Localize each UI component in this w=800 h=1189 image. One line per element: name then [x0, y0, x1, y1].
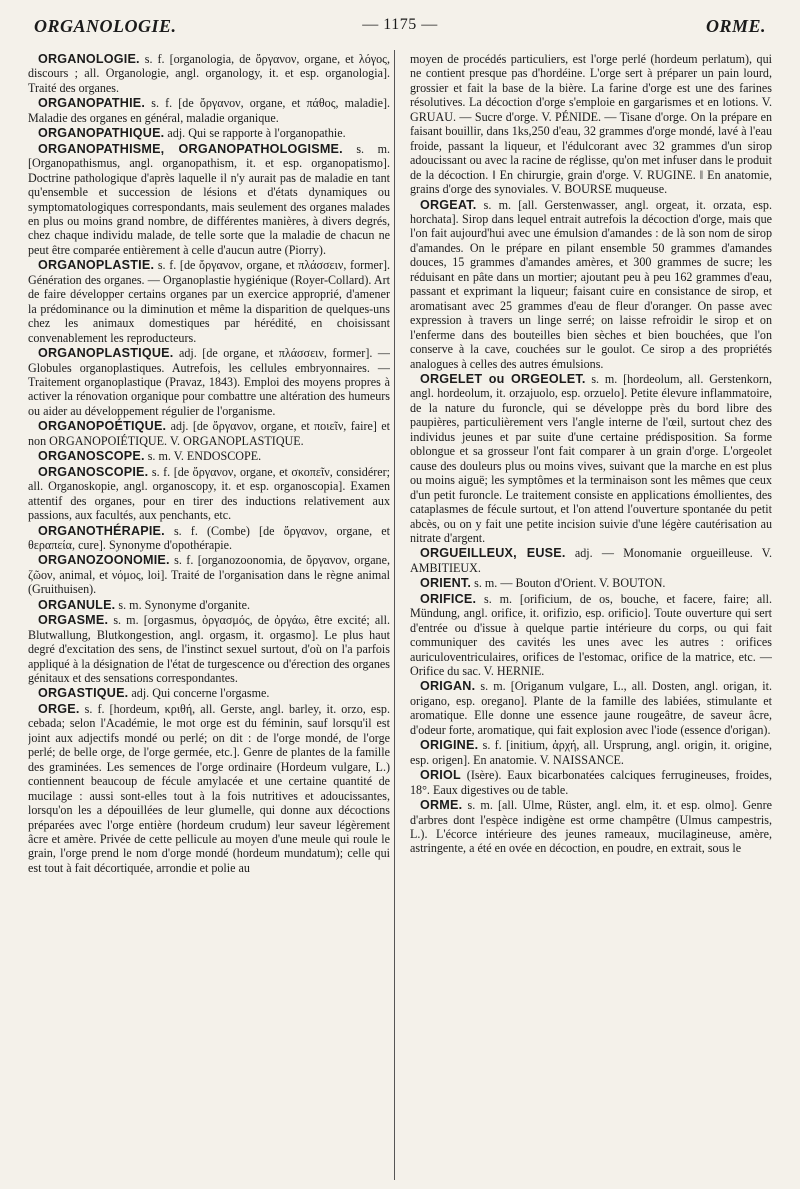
entry-definition: s. m. Synonyme d'organite.	[118, 597, 251, 612]
dictionary-entry	[410, 576, 772, 590]
dictionary-entry	[28, 258, 390, 345]
entry-definition: s. m. [all. Gerstenwasser, angl. orgeat, it. orzata, esp. horchata]. Sirop dans lequel entrait autrefois la décoction d'orge, mais que l'on fait aujourd'hui avec une émulsion d'amandes : de là son nom de sirop d'amandes. On le prépare en pilant ensemble 50 grammes d'amandes douces, 15 grammes d'amandes amères, et 300 grammes de sucre; les réduisant en pâte dans un mortier; ajoutant peu à peu 162 grammes d'eau, passant et exprimant la liqueur; faisant cuire en consistance de sirop, et aromatisant avec 25 grammes d'eau de fleur d'oranger. On passe avec expression à travers un linge serré; on laisse refroidir le sirop et on l'enferme dans des bouteilles bien sèches et bien bouchées, que l'on conserve à la cave, couchées sur le goulot. Ce sirop a des propriétés analogues à celles des autres émulsions.	[410, 197, 772, 371]
dictionary-entry	[410, 679, 772, 737]
entry-definition: s. f. [de ὄργανον, organe, et σκοπεῖν, considérer; all. Organoskopie, angl. organoscopy, it. et esp. organoscopia]. Examen attentif des organes, pour en tirer des inductions relativement aux passions, aux facultés, aux penchants, etc.	[28, 464, 390, 523]
entry-definition: s. f. [organologia, de ὄργανον, organe, et λόγος, discours ; all. Organologie, angl. organology, it. et esp. organologia]. Traité des organes.	[28, 52, 390, 95]
entry-definition: moyen de procédés particuliers, est l'orge perlé (hordeum perlatum), qui ne contient presque pas d'hordéine. L'orge sert à préparer un pain lourd, grossier et fait la base de la bière. La farine d'orge est une des farines résolutives. La décoction d'orge s'emploie en gargarismes et en lotions. V. GRUAU. — Sucre d'orge. V. PÉNIDE. — Tisane d'orge. On la prépare en faisant bouillir, dans 1ks,250 d'eau, 32 grammes d'orge mondé, lavé à l'eau froide, passant la liqueur, et l'édulcorant avec 32 grammes d'un sirop adoucissant ou avec la racine de réglisse, qu'on met infuser dans le produit de la décoction. ‖ En chirurgie, grain d'orge. V. RUGINE. ‖ En anatomie, grains d'orge des synoviales. V. BOURSE muqueuse.	[410, 52, 772, 197]
dictionary-entry	[28, 465, 390, 523]
dictionary-entry	[28, 686, 390, 700]
dictionary-entry	[28, 524, 390, 553]
page-header	[28, 12, 772, 40]
entry-definition: (Isère). Eaux bicarbonatées calciques ferrugineuses, froides, 18°. Eaux digestives ou de table.	[410, 768, 772, 797]
entry-definition: s. f. [organozoonomia, de ὄργανον, organe, ζῶον, animal, et νόμος, loi]. Traité de l'organisation dans le règne animal (Gruithuisen).	[28, 553, 390, 597]
running-head-right: ORME.	[705, 16, 766, 36]
entry-definition: s. f. [de ὄργανον, organe, et πάθος, maladie]. Maladie des organes en général, maladie organique.	[28, 96, 390, 125]
dictionary-entry	[28, 142, 390, 258]
dictionary-entry	[28, 702, 390, 875]
entry-headword: ORIOL	[420, 768, 461, 783]
dictionary-entry	[28, 553, 390, 596]
dictionary-entry	[410, 798, 772, 856]
entry-headword: ORGE.	[38, 701, 80, 716]
entry-definition: s. m. — Bouton d'Orient. V. BOUTON.	[474, 576, 666, 591]
page-number: — 1175 —	[362, 16, 438, 33]
entry-definition: s. m. [orificium, de os, bouche, et facere, faire; all. Mündung, angl. orifice, it. orifizio, esp. orificio]. Toute ouverture qui sert d'entrée ou d'issue à quelque partie intérieure du corps, ou qui fait communiquer des cavités les unes avec les autres : orifices auriculoventriculaires, orifices de l'estomac, orifice de la matrice, etc. — Orifice du sac. V. HERNIE.	[410, 591, 772, 679]
entry-definition: adj. [de ὄργανον, organe, et ποιεῖν, faire] et non ORGANOPOIÉTIQUE. V. ORGANOPLASTIQUE.	[28, 419, 390, 448]
entry-definition: s. f. (Combe) [de ὄργανον, organe, et θεραπεία, cure]. Synonyme d'opothérapie.	[28, 523, 390, 552]
entry-definition: s. m. [all. Ulme, Rüster, angl. elm, it. et esp. olmo]. Genre d'arbres dont l'espèce indigène est orme champêtre (Ulmus campestris, L.). L'écorce intérieure des jeunes rameaux, mucilagineuse, amère, astringente, a été en ovée en décoction, en poudre, en extrait, sous le	[410, 798, 772, 856]
entry-definition: adj. Qui se rapporte à l'organopathie.	[167, 126, 346, 141]
column-divider	[394, 50, 395, 1180]
entry-definition: s. f. [de ὄργανον, organe, et πλάσσειν, former]. Génération des organes. — Organoplastie hygiénique (Royer-Collard). Art de faire développer certains organes par un exercice approprié, d'amener la prédominance ou la diminution et même la disparition de quelques-uns chez les animaux domestiques par hérédité, en choisissant convenablement les reproducteurs.	[28, 258, 390, 345]
entry-headword: ORGANOZOONOMIE.	[38, 553, 170, 568]
entry-definition: s. f. [initium, ἀρχή, all. Ursprung, angl. origin, it. origine, esp. origen]. En anatomie. V. NAISSANCE.	[410, 738, 772, 767]
entry-headword: ORGANOSCOPIE.	[38, 464, 149, 479]
entry-headword: ORIGAN.	[420, 679, 476, 694]
dictionary-entry	[410, 592, 772, 679]
entry-headword: ORGANOPATHIQUE.	[38, 126, 165, 141]
entry-definition: adj. [de organe, et πλάσσειν, former]. — Globules organoplastiques. Autrefois, les cellules embryonnaires. — Traitement organoplastique (Pravaz, 1843). Emploi des moyens propres à activer la rénovation organique pour combattre une altération des humeurs ou aider au développement régulier de l'organisme.	[28, 346, 390, 418]
dictionary-entry	[28, 96, 390, 125]
left-column	[28, 52, 390, 1180]
dictionary-entry	[28, 52, 390, 95]
entry-headword: ORGANOSCOPE.	[38, 449, 145, 464]
dictionary-entry	[410, 198, 772, 371]
entry-headword: ORGELET ou ORGEOLET.	[420, 371, 586, 386]
dictionary-entry	[28, 613, 390, 685]
right-column	[410, 52, 772, 1180]
dictionary-entry	[410, 738, 772, 767]
entry-headword: ORGANOPATHIE.	[38, 96, 146, 111]
dictionary-entry	[28, 126, 390, 140]
entry-headword: ORGANOPOÉTIQUE.	[38, 419, 167, 434]
entry-headword: ORGANOPLASTIE.	[38, 258, 155, 273]
dictionary-entry	[28, 346, 390, 418]
entry-headword: ORIGINE.	[420, 738, 479, 753]
entry-headword: ORGANOPLASTIQUE.	[38, 346, 174, 361]
dictionary-entry	[28, 419, 390, 448]
dictionary-entry	[410, 768, 772, 797]
entry-headword: ORGANOLOGIE.	[38, 52, 140, 66]
entry-definition: adj. — Monomanie orgueilleuse. V. AMBITIEUX.	[410, 546, 772, 575]
entry-definition: s. f. [hordeum, κριθή, all. Gerste, angl. barley, it. orzo, esp. cebada; selon l'Académie, le mot orge est du féminin, sauf lorsqu'il est joint aux adjectifs mondé ou perlé; on dit : de l'orge mondé, de l'orge perlé; de belle orge, de l'orge germée, etc.]. Genre de plantes de la famille des graminées. Les semences de l'orge ordinaire (Hordeum vulgare, L.) contiennent beaucoup de fécule amylacée et une certaine quantité de mucilage : aussi sont-elles tout à la fois nutritives et adoucissantes, lorsqu'on les a dépouillées de leur glumelle, qui donne aux décoctions préparées avec l'orge entière (hordeum crudum) leur saveur légèrement âcre et amère. Privée de cette pellicule au moyen d'une meule qui roule le grain, l'orge prend le nom d'orge mondé (hordeum mundatum); celle qui est tout à fait décortiquée, arrondie et polie au	[28, 701, 390, 875]
entry-headword: ORGASTIQUE.	[38, 686, 129, 701]
entry-headword: ORIENT.	[420, 576, 472, 591]
entry-definition: s. m. V. ENDOSCOPE.	[147, 449, 262, 464]
dictionary-entry	[28, 598, 390, 612]
entry-definition: adj. Qui concerne l'orgasme.	[131, 686, 270, 701]
running-head-left: ORGANOLOGIE.	[34, 16, 177, 36]
dictionary-entry	[410, 372, 772, 545]
entry-headword: ORGANOPATHISME, ORGANOPATHOLOGISME.	[38, 141, 343, 156]
entry-headword: ORGANULE.	[38, 597, 116, 612]
entry-headword: ORIFICE.	[420, 591, 477, 606]
entry-definition: s. m. [Organopathismus, angl. organopathism, it. et esp. organopatismo]. Doctrine pathologique d'après laquelle il n'y aurait pas de maladie en tant qu'ensemble et succession de lésions et d'états dynamiques ou symptomatologiques correspondants, mais seulement des organes malades en plus ou moins grand nombre, de différentes manières, à divers degrés, chez chaque individu malade, de telle sorte que la maladie de chacun ne peut être comparée entièrement à celle d'aucun autre (Piorry).	[28, 141, 390, 257]
dictionary-entry	[28, 449, 390, 463]
entry-definition: s. m. [hordeolum, all. Gerstenkorn, angl. hordeolum, it. orzajuolo, esp. orzuelo]. Petite élevure inflammatoire, de la nature du furoncle, qui se développe près du bord libre des paupières, particulièrement vers l'angle interne de l'œil, surtout chez des individus jeunes et par suite d'une certaine prédisposition. Sa forme oblongue et sa grosseur l'ont fait comparer à un grain d'orge. L'orgeolet cause des douleurs plus ou moins vives, suivant que la marche en est plus ou moins aiguë; les symptômes et la terminaison sont les mêmes que ceux d'un petit furoncle. Le traitement consiste en applications émollientes, des cataplasmes de fécule surtout, et l'on attend l'ouverture spontanée du petit abcès, ou on y fait une petite incision suivie d'une légère cautérisation au nitrate d'argent.	[410, 371, 772, 545]
entry-headword: ORGUEILLEUX, EUSE.	[420, 546, 566, 561]
entry-headword: ORGANOTHÉRAPIE.	[38, 523, 165, 538]
dictionary-entry	[410, 52, 772, 197]
entry-headword: ORGEAT.	[420, 197, 477, 212]
entry-headword: ORGASME.	[38, 613, 109, 628]
dictionary-entry	[410, 546, 772, 575]
entry-headword: ORME.	[420, 798, 463, 813]
entry-definition: s. m. [orgasmus, ὀργασμός, de ὀργάω, être excité; all. Blutwallung, Blutkongestion, angl. orgasm, it. orgasmo]. Le plus haut degré d'excitation des sens, de l'instinct sexuel surtout, d'où on l'a parfois appliqué à la désignation de l'état de turgescence ou d'érection des organes génitaux et des sensations correspondantes.	[28, 613, 390, 686]
entry-definition: s. m. [Origanum vulgare, L., all. Dosten, angl. origan, it. origano, esp. oregano]. Plante de la famille des labiées, stimulante et aromatique. Elle donne une essence jaune rougeâtre, de saveur âcre, d'odeur forte, aromatique, qui fait explosion avec l'iode (essence d'origan).	[410, 679, 772, 737]
